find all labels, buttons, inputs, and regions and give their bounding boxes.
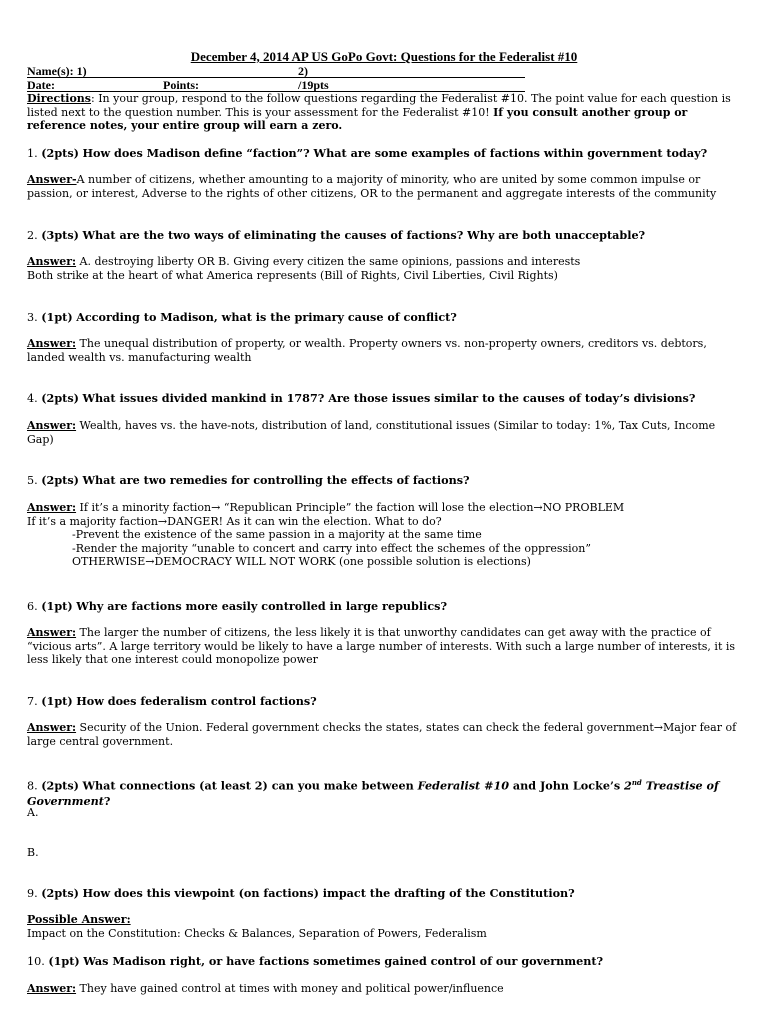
- answer-label: Answer:: [27, 626, 77, 639]
- question-4: [27, 391, 741, 405]
- question-points: (2pts): [41, 886, 79, 900]
- question-text: 2: [624, 778, 632, 793]
- answer-text: A. destroying liberty OR B. Giving every citizen the same opinions, passions and interests: [76, 255, 581, 268]
- question-number: 8.: [27, 779, 38, 793]
- question-points: (2pts): [41, 778, 79, 793]
- question-number: 10.: [27, 955, 45, 968]
- question-7: [27, 694, 741, 708]
- question-points: (1pt): [48, 954, 80, 968]
- answer-label: Answer:: [27, 255, 77, 268]
- question-number: 5.: [27, 474, 38, 487]
- question-6: [27, 599, 741, 613]
- question-2: [27, 228, 741, 242]
- answer-text: If it’s a majority faction→DANGER! As it can win the election. What to do?: [27, 514, 442, 528]
- question-text: ?: [103, 793, 111, 808]
- answer-label: Answer:: [27, 337, 77, 350]
- directions-text: : In your group, respond to the follow questions regarding the Federalist #10. The point value for each question is listed next to the question number. This is your assessment for the Federalist #10!: [27, 92, 731, 119]
- answer-label: Answer-: [27, 173, 77, 186]
- names-second: 2): [298, 64, 308, 78]
- question-9: [27, 886, 741, 900]
- answer-2: [27, 255, 741, 282]
- answer-label: Answer:: [27, 721, 77, 734]
- question-text: What are the two ways of eliminating the causes of factions? Why are both unacceptable?: [82, 228, 646, 242]
- directions-label: Directions: [27, 92, 91, 105]
- question-number: 3.: [27, 311, 38, 324]
- answer-text: -Render the majority “unable to concert and carry into effect the schemes of the oppression”: [72, 541, 591, 555]
- question-points: (1pt): [41, 694, 73, 708]
- answer-text: They have gained control at times with money and political power/influence: [76, 982, 504, 995]
- directions: Directions: In your group, respond to the follow questions regarding the Federalist #10. The point value for each question is listed next to the question number. This is your assessment for the Federalist #10! If you consult another group or reference notes, your entire group will earn a zero.: [27, 92, 731, 132]
- question-points: (1pt): [41, 310, 73, 324]
- question-text: How does Madison define “faction”? What are some examples of factions within government today?: [82, 146, 708, 160]
- answer-label: Possible Answer:: [27, 913, 131, 926]
- question-text: What issues divided mankind in 1787? Are those issues similar to the causes of today’s divisions?: [82, 391, 696, 405]
- question-10: [27, 954, 741, 968]
- question-text: Treastise of Government: [27, 778, 719, 808]
- question-points: (3pts): [41, 228, 79, 242]
- answer-text: Both strike at the heart of what America represents (Bill of Rights, Civil Liberties, Civil Rights): [27, 268, 558, 282]
- points-label: Points:: [163, 78, 199, 92]
- points-total: /19pts: [298, 78, 329, 92]
- question-text: What connections (at least 2) can you make between: [82, 778, 418, 793]
- answer-label: Answer:: [27, 419, 77, 432]
- question-points: (1pt): [41, 599, 73, 613]
- question-text: Federalist #10: [417, 778, 510, 793]
- question-8: [27, 776, 741, 809]
- names-label: Name(s): 1): [27, 64, 87, 78]
- question-number: 7.: [27, 695, 38, 708]
- answer-8b: B.: [27, 846, 39, 859]
- answer-text: A number of citizens, whether amounting to a majority of minority, who are united by some common impulse or passion, or interest, Adverse to the rights of other citizens, OR to the permanent and aggregate interests of the community: [27, 173, 717, 200]
- question-text: According to Madison, what is the primary cause of conflict?: [76, 310, 457, 324]
- answer-3: [27, 337, 741, 364]
- question-points: (2pts): [41, 473, 79, 487]
- question-number: 9.: [27, 887, 38, 900]
- question-number: 1.: [27, 147, 38, 160]
- question-text: How does federalism control factions?: [76, 694, 317, 708]
- answer-8a: A.: [27, 806, 39, 819]
- question-number: 4.: [27, 392, 38, 405]
- answer-1: [27, 173, 741, 200]
- answer-4: [27, 419, 741, 446]
- answer-7: [27, 721, 741, 748]
- answer-10: [27, 982, 741, 996]
- question-text: What are two remedies for controlling the effects of factions?: [82, 473, 470, 487]
- answer-text: If it’s a minority faction→ “Republican Principle” the faction will lose the election→NO PROBLEM: [76, 501, 625, 514]
- question-number: 6.: [27, 600, 38, 613]
- answer-text: Security of the Union. Federal government checks the states, states can check the federal government→Major fear of large central government.: [27, 721, 737, 748]
- date-label: Date:: [27, 78, 55, 92]
- answer-5: [27, 501, 741, 569]
- question-points: (2pts): [41, 146, 79, 160]
- question-number: 2.: [27, 229, 38, 242]
- answer-text: The larger the number of citizens, the less likely it is that unworthy candidates can get away with the practice of “vicious arts”. A large territory would be likely to have a large number of interests. With such a large number of interests, it is less likely that one interest could monopolize power: [27, 626, 736, 666]
- question-text: Was Madison right, or have factions sometimes gained control of our government?: [83, 954, 604, 968]
- question-text: Why are factions more easily controlled in large republics?: [76, 599, 448, 613]
- answer-label: Answer:: [27, 501, 77, 514]
- answer-text: -Prevent the existence of the same passion in a majority at the same time: [72, 528, 482, 541]
- answer-label: Answer:: [27, 982, 77, 995]
- question-3: [27, 310, 741, 324]
- question-5: [27, 473, 741, 487]
- directions-warning: If you consult another group or reference notes, your entire group will earn a zero: [27, 105, 688, 132]
- question-text: How does this viewpoint (on factions) impact the drafting of the Constitution?: [82, 886, 575, 900]
- answer-text: OTHERWISE→DEMOCRACY WILL NOT WORK (one possible solution is elections): [72, 555, 531, 568]
- answer-text: Wealth, haves vs. the have-nots, distribution of land, constitutional issues (Similar to today: 1%, Tax Cuts, Income Gap): [27, 419, 716, 446]
- question-1: [27, 146, 741, 160]
- answer-text: Impact on the Constitution: Checks & Balances, Separation of Powers, Federalism: [27, 926, 487, 940]
- document-title: December 4, 2014 AP US GoPo Govt: Questions for the Federalist #10: [190, 49, 578, 64]
- answer-text: The unequal distribution of property, or wealth. Property owners vs. non-property owners, creditors vs. debtors, landed wealth vs. manufacturing wealth: [27, 337, 707, 364]
- question-text: nd: [631, 778, 642, 787]
- question-points: (2pts): [41, 391, 79, 405]
- question-text: and John Locke’s: [509, 778, 625, 793]
- answer-9: [27, 913, 741, 940]
- answer-6: [27, 626, 741, 667]
